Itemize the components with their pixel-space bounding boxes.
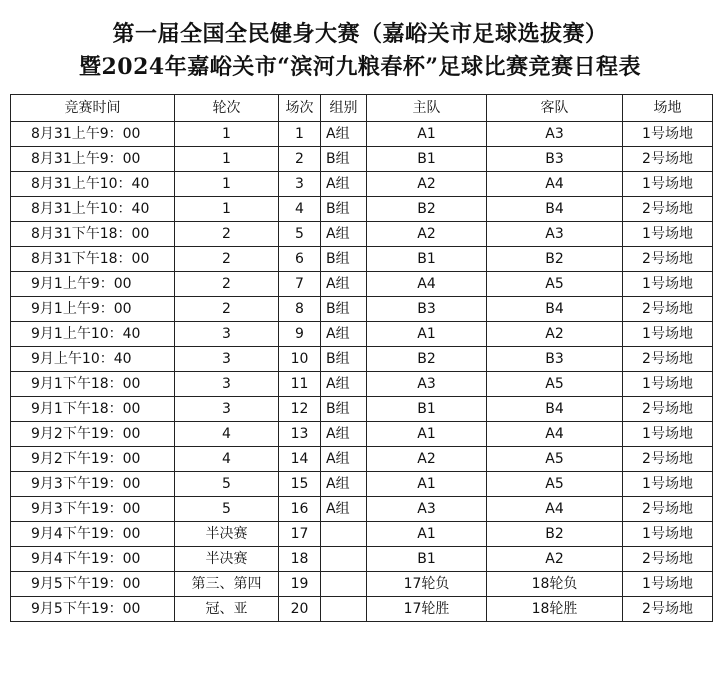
cell-away: A3 bbox=[487, 222, 623, 247]
cell-time: 9月5下午19：00 bbox=[11, 572, 175, 597]
cell-match: 14 bbox=[279, 447, 321, 472]
cell-away: 18轮胜 bbox=[487, 597, 623, 622]
cell-home: 17轮负 bbox=[367, 572, 487, 597]
cell-home: A1 bbox=[367, 472, 487, 497]
cell-group: B组 bbox=[321, 347, 367, 372]
cell-venue: 1号场地 bbox=[623, 122, 713, 147]
cell-round: 5 bbox=[175, 497, 279, 522]
cell-match: 9 bbox=[279, 322, 321, 347]
cell-group: A组 bbox=[321, 122, 367, 147]
cell-round: 4 bbox=[175, 422, 279, 447]
header-row bbox=[11, 95, 713, 122]
table-row bbox=[11, 522, 713, 547]
cell-match: 12 bbox=[279, 397, 321, 422]
cell-venue: 1号场地 bbox=[623, 522, 713, 547]
cell-time: 9月1上午9：00 bbox=[11, 272, 175, 297]
cell-match: 7 bbox=[279, 272, 321, 297]
cell-time: 9月上午10：40 bbox=[11, 347, 175, 372]
cell-match: 10 bbox=[279, 347, 321, 372]
cell-home: B2 bbox=[367, 347, 487, 372]
cell-time: 9月3下午19：00 bbox=[11, 497, 175, 522]
cell-round: 5 bbox=[175, 472, 279, 497]
cell-group: A组 bbox=[321, 497, 367, 522]
cell-venue: 1号场地 bbox=[623, 372, 713, 397]
cell-away: A3 bbox=[487, 122, 623, 147]
cell-group: A组 bbox=[321, 322, 367, 347]
table-row bbox=[11, 172, 713, 197]
table-row bbox=[11, 572, 713, 597]
cell-venue: 2号场地 bbox=[623, 297, 713, 322]
cell-away: B3 bbox=[487, 347, 623, 372]
cell-time: 8月31上午9：00 bbox=[11, 147, 175, 172]
cell-away: B4 bbox=[487, 297, 623, 322]
cell-time: 9月4下午19：00 bbox=[11, 522, 175, 547]
table-row bbox=[11, 197, 713, 222]
cell-home: A2 bbox=[367, 447, 487, 472]
cell-match: 18 bbox=[279, 547, 321, 572]
title-line-2: 暨2024年嘉峪关市“滨河九粮春杯”足球比赛竞赛日程表 bbox=[78, 54, 642, 80]
table-row bbox=[11, 322, 713, 347]
cell-match: 13 bbox=[279, 422, 321, 447]
cell-time: 9月1下午18：00 bbox=[11, 372, 175, 397]
cell-venue: 2号场地 bbox=[623, 597, 713, 622]
cell-venue: 2号场地 bbox=[623, 397, 713, 422]
header-home: 主队 bbox=[367, 95, 487, 122]
cell-group bbox=[321, 522, 367, 547]
table-row bbox=[11, 347, 713, 372]
cell-away: A4 bbox=[487, 497, 623, 522]
table-row bbox=[11, 422, 713, 447]
cell-home: B1 bbox=[367, 247, 487, 272]
cell-round: 2 bbox=[175, 272, 279, 297]
cell-group: B组 bbox=[321, 197, 367, 222]
cell-match: 4 bbox=[279, 197, 321, 222]
cell-away: A2 bbox=[487, 547, 623, 572]
cell-group: A组 bbox=[321, 222, 367, 247]
cell-home: B3 bbox=[367, 297, 487, 322]
cell-away: B4 bbox=[487, 197, 623, 222]
cell-time: 9月2下午19：00 bbox=[11, 422, 175, 447]
cell-away: B2 bbox=[487, 522, 623, 547]
cell-venue: 2号场地 bbox=[623, 247, 713, 272]
cell-group: A组 bbox=[321, 422, 367, 447]
cell-venue: 2号场地 bbox=[623, 347, 713, 372]
cell-match: 11 bbox=[279, 372, 321, 397]
cell-match: 15 bbox=[279, 472, 321, 497]
cell-away: A5 bbox=[487, 472, 623, 497]
cell-round: 3 bbox=[175, 347, 279, 372]
cell-time: 9月1上午10：40 bbox=[11, 322, 175, 347]
cell-time: 8月31上午10：40 bbox=[11, 197, 175, 222]
cell-group: B组 bbox=[321, 397, 367, 422]
cell-time: 9月3下午19：00 bbox=[11, 472, 175, 497]
cell-round: 1 bbox=[175, 197, 279, 222]
cell-venue: 1号场地 bbox=[623, 322, 713, 347]
table-row bbox=[11, 472, 713, 497]
cell-group: A组 bbox=[321, 172, 367, 197]
table-row bbox=[11, 272, 713, 297]
header-group: 组别 bbox=[321, 95, 367, 122]
cell-match: 20 bbox=[279, 597, 321, 622]
header-venue: 场地 bbox=[623, 95, 713, 122]
cell-home: A3 bbox=[367, 372, 487, 397]
cell-match: 1 bbox=[279, 122, 321, 147]
cell-home: A1 bbox=[367, 522, 487, 547]
cell-time: 9月5下午19：00 bbox=[11, 597, 175, 622]
cell-home: B1 bbox=[367, 547, 487, 572]
table-row bbox=[11, 447, 713, 472]
cell-home: B1 bbox=[367, 397, 487, 422]
cell-match: 2 bbox=[279, 147, 321, 172]
cell-time: 8月31下午18：00 bbox=[11, 247, 175, 272]
cell-time: 9月2下午19：00 bbox=[11, 447, 175, 472]
cell-time: 8月31上午10：40 bbox=[11, 172, 175, 197]
cell-venue: 1号场地 bbox=[623, 272, 713, 297]
cell-away: 18轮负 bbox=[487, 572, 623, 597]
cell-away: A4 bbox=[487, 422, 623, 447]
table-row bbox=[11, 547, 713, 572]
cell-home: B2 bbox=[367, 197, 487, 222]
cell-away: B4 bbox=[487, 397, 623, 422]
cell-home: B1 bbox=[367, 147, 487, 172]
cell-group: A组 bbox=[321, 372, 367, 397]
cell-round: 第三、第四 bbox=[175, 572, 279, 597]
cell-match: 8 bbox=[279, 297, 321, 322]
cell-away: A4 bbox=[487, 172, 623, 197]
cell-away: A5 bbox=[487, 447, 623, 472]
cell-time: 9月1上午9：00 bbox=[11, 297, 175, 322]
cell-match: 16 bbox=[279, 497, 321, 522]
cell-time: 8月31下午18：00 bbox=[11, 222, 175, 247]
cell-group bbox=[321, 547, 367, 572]
cell-group: B组 bbox=[321, 247, 367, 272]
cell-match: 17 bbox=[279, 522, 321, 547]
cell-home: A1 bbox=[367, 322, 487, 347]
cell-group: A组 bbox=[321, 472, 367, 497]
header-round: 轮次 bbox=[175, 95, 279, 122]
cell-venue: 1号场地 bbox=[623, 222, 713, 247]
cell-time: 9月4下午19：00 bbox=[11, 547, 175, 572]
cell-group: A组 bbox=[321, 272, 367, 297]
cell-venue: 1号场地 bbox=[623, 422, 713, 447]
table-row bbox=[11, 397, 713, 422]
cell-venue: 2号场地 bbox=[623, 497, 713, 522]
cell-group: B组 bbox=[321, 297, 367, 322]
cell-home: A3 bbox=[367, 497, 487, 522]
table-row bbox=[11, 297, 713, 322]
cell-match: 3 bbox=[279, 172, 321, 197]
header-time: 竞赛时间 bbox=[11, 95, 175, 122]
schedule-table bbox=[10, 94, 713, 622]
cell-venue: 1号场地 bbox=[623, 472, 713, 497]
cell-round: 1 bbox=[175, 147, 279, 172]
title-line-1: 第一届全国全民健身大赛（嘉峪关市足球选拔赛） bbox=[112, 21, 608, 47]
cell-round: 3 bbox=[175, 322, 279, 347]
cell-group: B组 bbox=[321, 147, 367, 172]
cell-away: A2 bbox=[487, 322, 623, 347]
cell-home: A2 bbox=[367, 172, 487, 197]
cell-round: 3 bbox=[175, 372, 279, 397]
table-row bbox=[11, 597, 713, 622]
cell-away: A5 bbox=[487, 372, 623, 397]
table-row bbox=[11, 122, 713, 147]
cell-away: B3 bbox=[487, 147, 623, 172]
schedule-body bbox=[11, 122, 713, 622]
cell-home: 17轮胜 bbox=[367, 597, 487, 622]
cell-home: A4 bbox=[367, 272, 487, 297]
cell-home: A1 bbox=[367, 122, 487, 147]
cell-round: 1 bbox=[175, 122, 279, 147]
table-row bbox=[11, 372, 713, 397]
cell-venue: 2号场地 bbox=[623, 197, 713, 222]
cell-time: 8月31上午9：00 bbox=[11, 122, 175, 147]
cell-group: A组 bbox=[321, 447, 367, 472]
cell-group bbox=[321, 572, 367, 597]
table-row bbox=[11, 497, 713, 522]
table-row bbox=[11, 147, 713, 172]
cell-match: 19 bbox=[279, 572, 321, 597]
cell-match: 5 bbox=[279, 222, 321, 247]
cell-round: 冠、亚 bbox=[175, 597, 279, 622]
cell-venue: 2号场地 bbox=[623, 547, 713, 572]
cell-venue: 1号场地 bbox=[623, 172, 713, 197]
cell-round: 半决赛 bbox=[175, 547, 279, 572]
cell-round: 2 bbox=[175, 247, 279, 272]
cell-venue: 1号场地 bbox=[623, 572, 713, 597]
cell-match: 6 bbox=[279, 247, 321, 272]
cell-round: 3 bbox=[175, 397, 279, 422]
cell-home: A1 bbox=[367, 422, 487, 447]
cell-round: 4 bbox=[175, 447, 279, 472]
table-row bbox=[11, 222, 713, 247]
cell-round: 1 bbox=[175, 172, 279, 197]
cell-venue: 2号场地 bbox=[623, 447, 713, 472]
cell-round: 2 bbox=[175, 222, 279, 247]
header-match: 场次 bbox=[279, 95, 321, 122]
cell-round: 半决赛 bbox=[175, 522, 279, 547]
cell-away: A5 bbox=[487, 272, 623, 297]
cell-home: A2 bbox=[367, 222, 487, 247]
table-row bbox=[11, 247, 713, 272]
cell-away: B2 bbox=[487, 247, 623, 272]
cell-venue: 2号场地 bbox=[623, 147, 713, 172]
cell-round: 2 bbox=[175, 297, 279, 322]
header-away: 客队 bbox=[487, 95, 623, 122]
cell-time: 9月1下午18：00 bbox=[11, 397, 175, 422]
cell-group bbox=[321, 597, 367, 622]
